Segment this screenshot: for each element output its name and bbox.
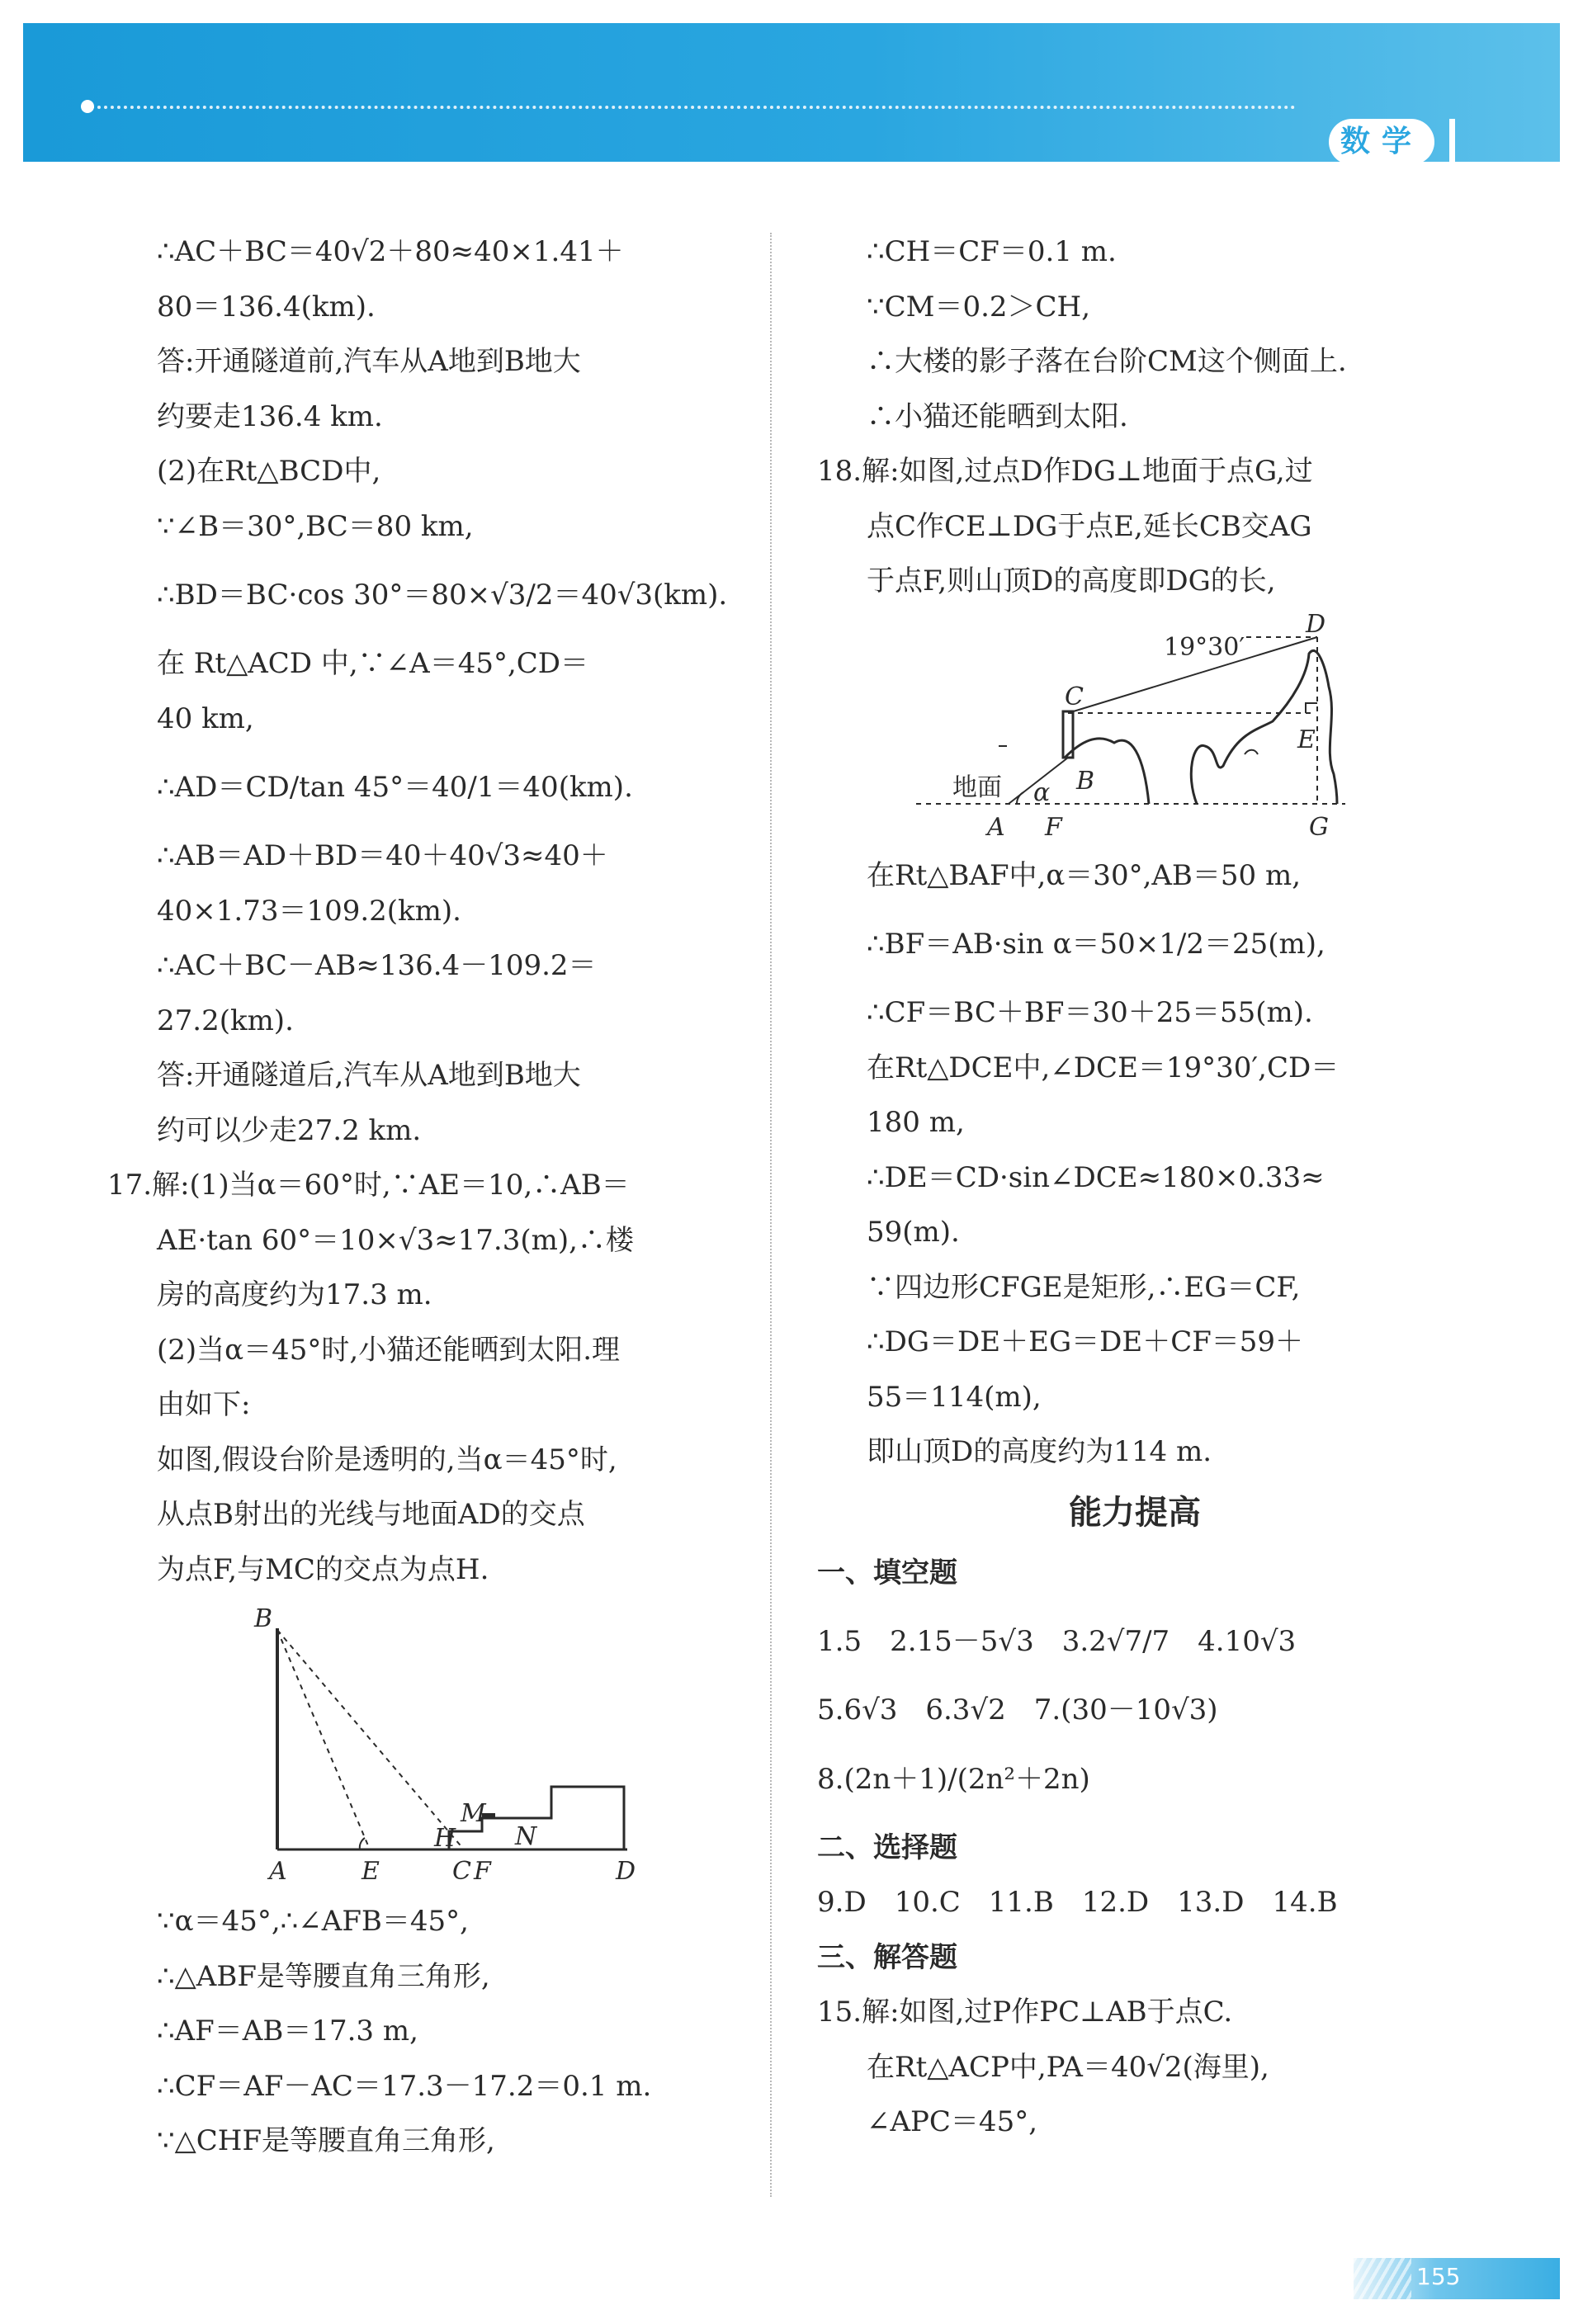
fig18-label-B: B	[1076, 766, 1095, 796]
text-line: 在 Rt△ACD 中,∵∠A＝45°,CD＝	[157, 647, 589, 680]
text-line: 约要走136.4 km.	[157, 399, 383, 433]
text-line: ∴BF＝AB·sin α＝50×1/2＝25(m),	[867, 928, 1325, 961]
fig17-label-C: C	[452, 1857, 471, 1886]
text-line: ∴CF＝AF－AC＝17.3－17.2＝0.1 m.	[157, 2069, 652, 2103]
text-line: ∴DG＝DE＋EG＝DE＋CF＝59＋	[867, 1325, 1304, 1358]
answer-line: 1.5 2.15－5√3 3.2√7/7 4.10√3	[817, 1625, 1297, 1658]
text-line: 即山顶D的高度约为114 m.	[867, 1435, 1212, 1468]
text-line: 答:开通隧道前,汽车从A地到B地大	[157, 345, 581, 378]
fig18-label-A: A	[987, 812, 1005, 842]
fig17-label-H: H	[434, 1824, 456, 1853]
text-line: 在Rt△BAF中,α＝30°,AB＝50 m,	[867, 858, 1302, 892]
text-line: 点C作CE⊥DG于点E,延长CB交AG	[867, 509, 1312, 543]
fig17-label-M: M	[461, 1799, 486, 1828]
text-line: 55＝114(m),	[867, 1380, 1042, 1414]
text-line: 在Rt△ACP中,PA＝40√2(海里),	[867, 2050, 1269, 2084]
text-line: ∴AC＋BC－AB≈136.4－109.2＝	[157, 949, 597, 982]
text-line: ∴CF＝BC＋BF＝30＋25＝55(m).	[867, 996, 1313, 1029]
text-line: 17.解:(1)当α＝60°时,∵AE＝10,∴AB＝	[107, 1169, 630, 1202]
text-line: 180 m,	[867, 1106, 965, 1139]
text-line: ∴大楼的影子落在台阶CM这个侧面上.	[867, 345, 1347, 378]
page-number: 155	[1416, 2263, 1461, 2290]
fig17-label-F: F	[474, 1857, 491, 1886]
text-line: ∴AB＝AD＋BD＝40＋40√3≈40＋	[157, 839, 608, 872]
text-line: 40×1.73＝109.2(km).	[157, 894, 461, 928]
header-dotted-line	[91, 106, 1296, 109]
fig18-label-ground: 地面	[952, 772, 1002, 802]
text-line: ∵α＝45°,∴∠AFB＝45°,	[157, 1905, 469, 1938]
text-line: ∠APC＝45°,	[867, 2105, 1038, 2138]
answer-line: 9.D 10.C 11.B 12.D 13.D 14.B	[817, 1886, 1338, 1919]
fig17-label-B: B	[254, 1604, 273, 1633]
text-line: 18.解:如图,过点D作DG⊥地面于点G,过	[817, 455, 1313, 488]
fig18-angle: 19°30′	[1164, 632, 1245, 662]
text-line: ∴小猫还能晒到太阳.	[867, 399, 1128, 433]
subject-tab: 数学	[1329, 119, 1434, 165]
text-line: ∵四边形CFGE是矩形,∴EG＝CF,	[867, 1270, 1301, 1304]
text-line: 从点B射出的光线与地面AD的交点	[157, 1498, 585, 1531]
fig18-label-alpha: α	[1033, 777, 1051, 807]
section-title: 三、解答题	[817, 1940, 957, 1974]
fig18-label-C: C	[1065, 682, 1084, 711]
text-line: 27.2(km).	[157, 1004, 294, 1037]
text-line: ∴DE＝CD·sin∠DCE≈180×0.33≈	[867, 1160, 1325, 1194]
text-line: 59(m).	[867, 1216, 960, 1249]
text-line: 在Rt△DCE中,∠DCE＝19°30′,CD＝	[867, 1051, 1340, 1084]
left-column	[107, 224, 728, 2169]
text-line: 如图,假设台阶是透明的,当α＝45°时,	[157, 1443, 617, 1476]
text-line: 为点F,与MC的交点为点H.	[157, 1552, 489, 1586]
text-line: 答:开通隧道后,汽车从A地到B地大	[157, 1059, 581, 1092]
answer-line: 8.(2n＋1)/(2n²＋2n)	[817, 1762, 1090, 1796]
header-banner	[23, 23, 1560, 162]
section-title: 二、选择题	[817, 1830, 957, 1864]
text-line: ∴AD＝CD/tan 45°＝40/1＝40(km).	[157, 771, 633, 804]
text-line: ∵△CHF是等腰直角三角形,	[157, 2124, 495, 2157]
figure-17	[157, 1597, 726, 1894]
text-line: ∴AC＋BC＝40√2＋80≈40×1.41＋	[157, 235, 624, 268]
text-line: 15.解:如图,过P作PC⊥AB于点C.	[817, 1996, 1233, 2029]
text-line: ∴CH＝CF＝0.1 m.	[867, 235, 1117, 268]
page-number-band	[1354, 2258, 1560, 2299]
right-column	[817, 224, 1453, 2150]
section-heading: 能力提高	[1069, 1493, 1201, 1532]
footer-stripes	[1354, 2258, 1411, 2299]
text-line: 由如下:	[157, 1388, 251, 1421]
text-line: ∴△ABF是等腰直角三角形,	[157, 1959, 490, 1993]
text-line: (2)当α＝45°时,小猫还能晒到太阳.理	[157, 1333, 620, 1367]
text-line: ∵CM＝0.2＞CH,	[867, 290, 1091, 324]
header-bar	[1449, 119, 1455, 165]
text-line: 约可以少走27.2 km.	[157, 1113, 422, 1147]
answer-line: 5.6√3 6.3√2 7.(30－10√3)	[817, 1693, 1218, 1726]
fig17-label-N: N	[515, 1822, 537, 1851]
text-line: ∴AF＝AB＝17.3 m,	[157, 2015, 418, 2048]
text-line: ∵∠B＝30°,BC＝80 km,	[157, 509, 474, 543]
text-line: 于点F,则山顶D的高度即DG的长,	[867, 564, 1276, 598]
text-line: ∴BD＝BC·cos 30°＝80×√3/2＝40√3(km).	[157, 579, 728, 612]
fig17-label-E: E	[361, 1857, 380, 1886]
fig18-label-E: E	[1297, 725, 1316, 754]
fig18-label-F: F	[1045, 812, 1062, 842]
fig18-label-G: G	[1309, 812, 1329, 842]
text-line: 房的高度约为17.3 m.	[157, 1278, 432, 1311]
column-divider	[770, 233, 772, 2197]
text-line: (2)在Rt△BCD中,	[157, 455, 381, 488]
fig17-label-D: D	[616, 1857, 636, 1886]
text-line: 40 km,	[157, 701, 254, 735]
text-line: 80＝136.4(km).	[157, 290, 376, 324]
section-title: 一、填空题	[817, 1556, 957, 1589]
fig18-label-D: D	[1306, 609, 1326, 639]
text-line: AE·tan 60°＝10×√3≈17.3(m),∴楼	[157, 1223, 634, 1257]
fig17-label-A: A	[269, 1857, 287, 1886]
figure-18	[817, 609, 1453, 848]
